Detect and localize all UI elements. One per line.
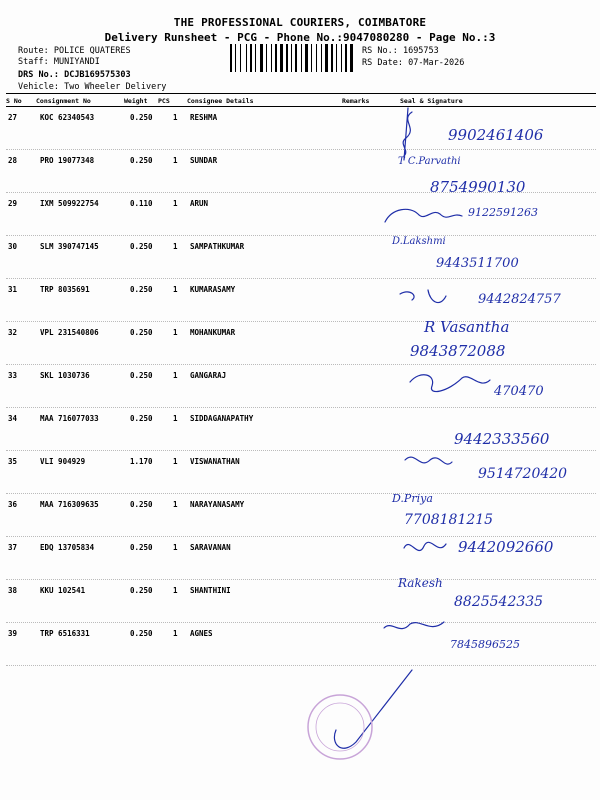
name-32: R Vasantha bbox=[424, 318, 510, 336]
cell-pcs: 1 bbox=[173, 156, 178, 165]
phone-32: 9843872088 bbox=[410, 342, 506, 360]
cell-consignment: MAA 716077033 bbox=[40, 414, 99, 423]
cell-consignee: SAMPATHKUMAR bbox=[190, 242, 245, 251]
col-remarks: Remarks bbox=[342, 97, 370, 105]
drs-value: DCJB169575303 bbox=[64, 70, 131, 80]
col-seal: Seal & Signature bbox=[400, 97, 463, 105]
cell-consignment: TRP 8035691 bbox=[40, 285, 90, 294]
phone-28: 8754990130 bbox=[430, 178, 526, 196]
phone-35b: 9514720420 bbox=[478, 466, 568, 482]
rs-no-value: 1695753 bbox=[402, 46, 439, 56]
name-36: D.Priya bbox=[392, 492, 433, 505]
cell-consignment: EDQ 13705834 bbox=[40, 543, 95, 552]
cell-consignee: ARUN bbox=[190, 199, 209, 208]
cell-consignment: MAA 716309635 bbox=[40, 500, 99, 509]
staff-label: Staff: bbox=[18, 57, 49, 67]
phone-31: 9442824757 bbox=[478, 292, 561, 307]
phone-27: 9902461406 bbox=[448, 126, 544, 144]
stamp-circle bbox=[308, 695, 372, 759]
cell-consignment: TRP 6516331 bbox=[40, 629, 90, 638]
cell-consignment: VPL 231540806 bbox=[40, 328, 99, 337]
cell-consignment: KOC 62340543 bbox=[40, 113, 95, 122]
signature-29 bbox=[385, 209, 462, 222]
col-consignment: Consignment No bbox=[36, 97, 91, 105]
cell-weight: 0.250 bbox=[130, 328, 153, 337]
cell-consignee: SIDDAGANAPATHY bbox=[190, 414, 254, 423]
cell-consignment: PRO 19077348 bbox=[40, 156, 95, 165]
checkmark-signature bbox=[334, 670, 412, 748]
cell-weight: 0.250 bbox=[130, 113, 153, 122]
phone-29: 9122591263 bbox=[468, 206, 538, 219]
cell-pcs: 1 bbox=[173, 586, 178, 595]
cell-pcs: 1 bbox=[173, 543, 178, 552]
route-label: Route: bbox=[18, 46, 49, 56]
rs-date-label: RS Date: bbox=[362, 58, 403, 68]
cell-sno: 36 bbox=[8, 500, 18, 509]
col-sno: S No bbox=[6, 97, 22, 105]
cell-sno: 33 bbox=[8, 371, 18, 380]
company-title: THE PROFESSIONAL COURIERS, COIMBATORE bbox=[173, 16, 427, 29]
name-28: T C.Parvathi bbox=[398, 156, 461, 167]
cell-consignee: KUMARASAMY bbox=[190, 285, 236, 294]
rs-no-label: RS No.: bbox=[362, 46, 398, 56]
cell-sno: 30 bbox=[8, 242, 18, 251]
phone-39: 7845896525 bbox=[450, 638, 520, 651]
cell-pcs: 1 bbox=[173, 328, 178, 337]
cell-consignee: GANGARAJ bbox=[190, 371, 227, 380]
cell-consignee: AGNES bbox=[190, 629, 213, 638]
staff-value: MUNIYANDI bbox=[53, 57, 100, 67]
cell-weight: 0.250 bbox=[130, 414, 153, 423]
cell-sno: 39 bbox=[8, 629, 18, 638]
signature-31 bbox=[400, 290, 446, 303]
cell-pcs: 1 bbox=[173, 199, 178, 208]
cell-consignee: SHANTHINI bbox=[190, 586, 231, 595]
cell-sno: 31 bbox=[8, 285, 18, 294]
cell-pcs: 1 bbox=[173, 457, 178, 466]
cell-consignment: KKU 102541 bbox=[40, 586, 86, 595]
cell-consignee: MOHANKUMAR bbox=[190, 328, 236, 337]
name-30: D.Lakshmi bbox=[392, 236, 446, 247]
rs-date-value: 07-Mar-2026 bbox=[408, 58, 465, 68]
cell-weight: 0.250 bbox=[130, 285, 153, 294]
cell-sno: 27 bbox=[8, 113, 18, 122]
cell-weight: 0.250 bbox=[130, 586, 153, 595]
cell-consignment: SKL 1030736 bbox=[40, 371, 90, 380]
signature-37 bbox=[404, 542, 446, 550]
col-weight: Weight bbox=[124, 97, 148, 105]
cell-consignee: NARAYANASAMY bbox=[190, 500, 245, 509]
phone-35: 9442333560 bbox=[454, 430, 550, 448]
phone-30: 9443511700 bbox=[436, 256, 519, 271]
cell-sno: 28 bbox=[8, 156, 18, 165]
cell-pcs: 1 bbox=[173, 371, 178, 380]
cell-sno: 35 bbox=[8, 457, 18, 466]
stamp-inner-circle bbox=[316, 703, 364, 751]
cell-pcs: 1 bbox=[173, 242, 178, 251]
runsheet-subtitle: Delivery Runsheet - PCG - Phone No.:9047080280 - Page No.:3 bbox=[104, 31, 496, 44]
cell-sno: 34 bbox=[8, 414, 18, 423]
cell-pcs: 1 bbox=[173, 414, 178, 423]
signature-35 bbox=[405, 457, 452, 464]
phone-37: 9442092660 bbox=[458, 538, 554, 556]
col-consignee: Consignee Details bbox=[187, 97, 254, 105]
cell-sno: 37 bbox=[8, 543, 18, 552]
cell-weight: 0.250 bbox=[130, 500, 153, 509]
cell-consignee: VISWANATHAN bbox=[190, 457, 240, 466]
cell-pcs: 1 bbox=[173, 285, 178, 294]
signature-39 bbox=[384, 622, 444, 629]
cell-consignment: SLM 390747145 bbox=[40, 242, 99, 251]
col-pcs: PCS bbox=[158, 97, 170, 105]
cell-consignee: SARAVANAN bbox=[190, 543, 231, 552]
cell-weight: 0.250 bbox=[130, 371, 153, 380]
phone-38: 8825542335 bbox=[454, 594, 544, 610]
vehicle-value: Two Wheeler Delivery bbox=[64, 82, 167, 92]
phone-33: 470470 bbox=[494, 384, 544, 399]
drs-label: DRS No.: bbox=[18, 70, 59, 80]
cell-consignment: VLI 904929 bbox=[40, 457, 86, 466]
signature-33 bbox=[410, 375, 490, 392]
cell-consignment: IXM 509922754 bbox=[40, 199, 99, 208]
signature-strokes bbox=[334, 108, 490, 748]
cell-consignee: RESHMA bbox=[190, 113, 218, 122]
phone-36: 7708181215 bbox=[404, 512, 494, 528]
vehicle-label: Vehicle: bbox=[18, 82, 59, 92]
name-38: Rakesh bbox=[398, 576, 443, 590]
cell-weight: 1.170 bbox=[130, 457, 153, 466]
cell-sno: 38 bbox=[8, 586, 18, 595]
cell-pcs: 1 bbox=[173, 113, 178, 122]
route-value: POLICE QUATERES bbox=[53, 46, 131, 56]
cell-sno: 32 bbox=[8, 328, 18, 337]
cell-pcs: 1 bbox=[173, 629, 178, 638]
cell-pcs: 1 bbox=[173, 500, 178, 509]
cell-weight: 0.110 bbox=[130, 199, 153, 208]
cell-sno: 29 bbox=[8, 199, 18, 208]
cell-weight: 0.250 bbox=[130, 543, 153, 552]
cell-weight: 0.250 bbox=[130, 156, 153, 165]
cell-consignee: SUNDAR bbox=[190, 156, 218, 165]
cell-weight: 0.250 bbox=[130, 629, 153, 638]
cell-weight: 0.250 bbox=[130, 242, 153, 251]
